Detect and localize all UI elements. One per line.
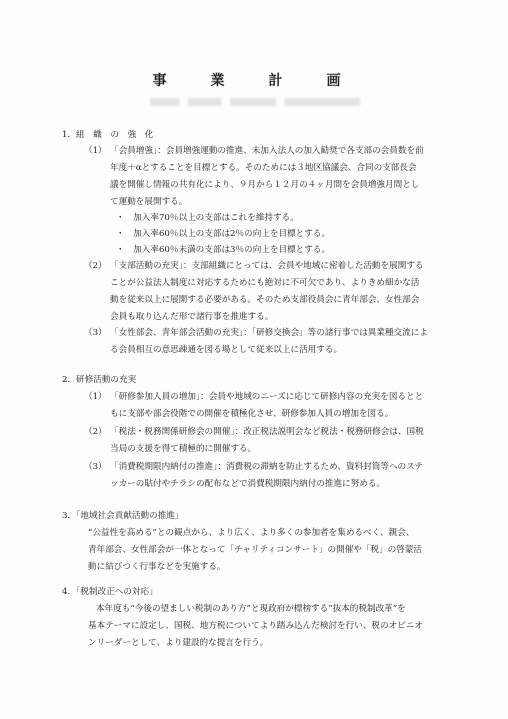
item-number: （1） <box>84 146 107 156</box>
text-line: 動に結びつく行事などを実施する。 <box>88 562 226 572</box>
section-heading-4: 4．「税制改正への対応」 <box>62 587 158 597</box>
text-line: 「研修参加人員の増加」：会員や地域のニーズに応じて研修内容の充実を図るとと <box>110 392 424 402</box>
item-number: （2） <box>84 427 107 437</box>
item-number: （3） <box>84 462 107 472</box>
text-line: 議を開催し情報の共有化により、９月から１２月の４ヶ月間を会員増強月間とし <box>110 180 420 190</box>
item-number: （3） <box>84 328 107 338</box>
text-line: もに支部や部会役階での開催を積極化させ、研修参加人員の増加を図る。 <box>110 409 394 419</box>
item-number: （2） <box>84 261 107 271</box>
text-line: 会員も取り込んだ形で諸行事を推進する。 <box>110 312 274 322</box>
section-heading-2: 2．研修活動の充実 <box>62 375 137 385</box>
page-title: 事 業 計 画 <box>152 73 356 89</box>
text-line: 「支部活動の充実」：支部組織にとっては、会員や地域に密着した活動を展開する <box>110 261 424 271</box>
text-line: 本年度も“今後の望ましい税制のあり方”と現政府が標榜する“抜本的税制改革”を <box>96 604 406 614</box>
text-line: 「会員増強」：会員増強運動の推進、未加入法人の加入勧奨で各支部の会員数を前 <box>110 146 424 156</box>
text-line: て運動を展開する。 <box>110 197 188 207</box>
text-line: ッカーの貼付やチラシの配布などで消費税期限内納付の推進に努める。 <box>110 479 386 489</box>
text-line: 「税法・税務関係研修会の開催」：改正税法説明会など税法・税務研修会は、国税 <box>110 427 424 437</box>
text-line: “公益性を高める”との観点から、より広く、より多くの参加者を集めるべく、親会、 <box>88 528 415 538</box>
text-line: ことが公益法人制度に対応するためにも絶対に不可欠であり、よりきめ細かな活 <box>110 278 420 288</box>
section-heading-3: 3．「地域社会貢献活動の推進」 <box>62 511 184 521</box>
text-line: る会員相互の意思疎通を図る場として従来以上に活用する。 <box>110 345 343 355</box>
text-line: 年度＋αとすることを目標とする。そのためには３地区協議会、合同の支部長会 <box>110 163 417 173</box>
text-line: 「女性部会、青年部会活動の充実」：「研修交換会」等の諸行事では異業種交流によ <box>110 328 428 338</box>
bullet-item: ・ 加入率60％以上の支部は2％の向上を目標とする。 <box>116 229 331 239</box>
faint-show-through-text <box>150 98 360 106</box>
text-line: 動を従来以上に展開する必要がある。そのため支部役員会に青年部会、女性部会 <box>110 295 420 305</box>
text-line: 青年部会、女性部会が一体となって「チャリティコンサート」の開催や「税」の啓蒙活 <box>88 545 423 555</box>
bullet-item: ・ 加入率70％以上の支部はこれを維持する。 <box>116 213 299 223</box>
section-heading-1: 1．組 織 の 強 化 <box>62 130 154 140</box>
text-line: ンリーダーとして、より建設的な提言を行う。 <box>88 638 269 648</box>
text-line: 基本テーマに設定し、国税、地方税についてより踏み込んだ検討を行い、税のオピニオ <box>88 621 423 631</box>
item-number: （1） <box>84 392 107 402</box>
bullet-item: ・ 加入率60％未満の支部は3％の向上を目標とする。 <box>116 245 331 255</box>
text-line: 当局の支援を得て積極的に開催する。 <box>110 444 257 454</box>
text-line: 「消費税期限内納付の推進」：消費税の滞納を防止するため、資料封筒等へのステ <box>110 462 424 472</box>
